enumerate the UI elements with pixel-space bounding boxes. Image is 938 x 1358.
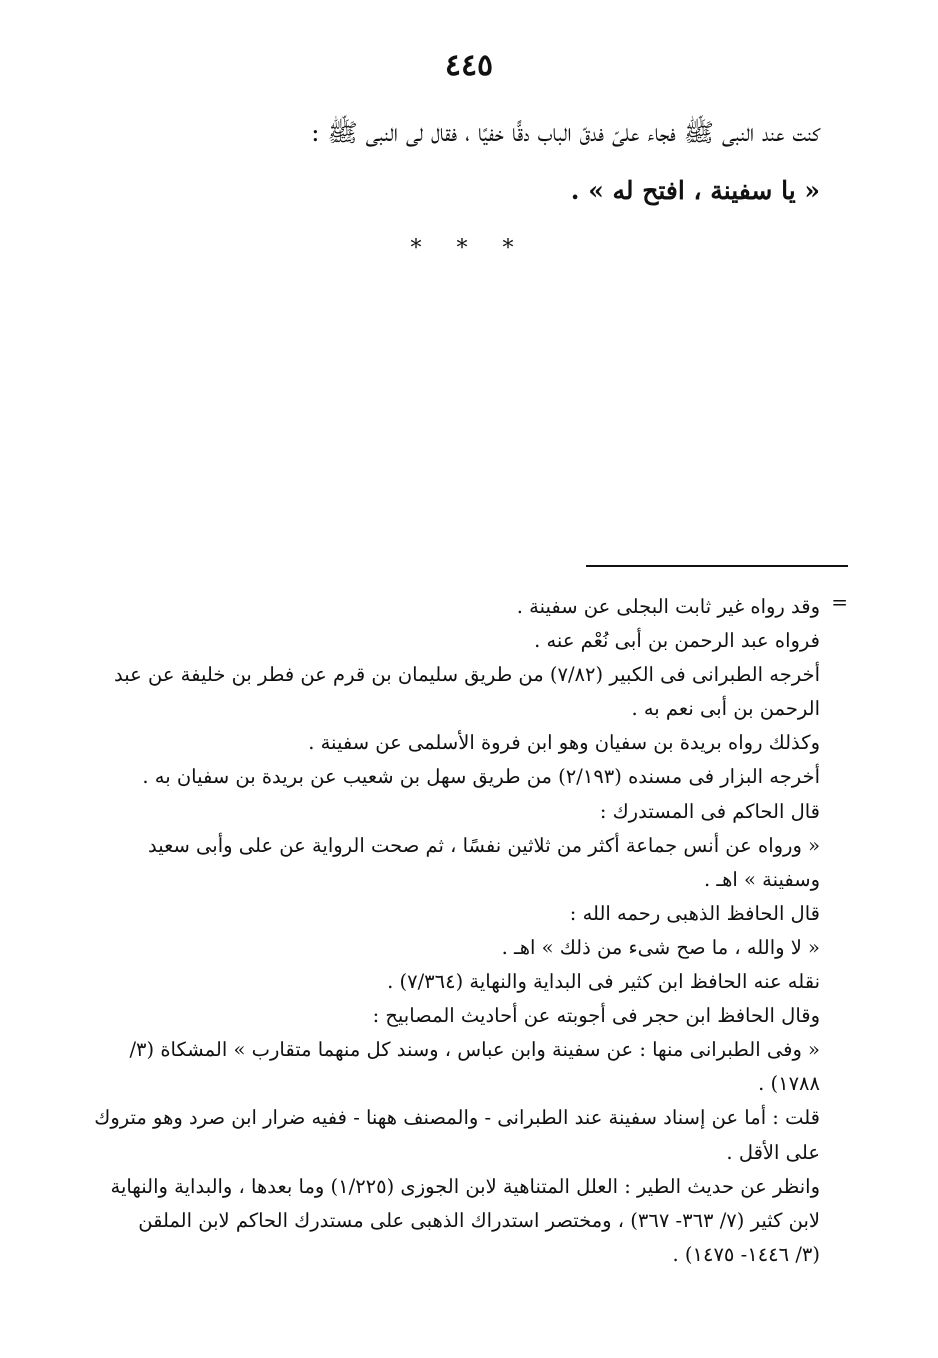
footnote-line: وسفينة » اهـ . [704,867,820,891]
footnote-continuation-marker: = [831,590,848,614]
footnote-line: فرواه عبد الرحمن بن أبى نُعْم عنه . [534,629,820,653]
footnote-line: قلت : أما عن إسناد سفينة عند الطبرانى - والمصنف ههنا - ففيه ضرار ابن صرد وهو متروك [94,1106,820,1130]
footnote-line: أخرجه البزار فى مسنده (٢/١٩٣) من طريق سهل بن شعيب عن بريدة بن سفيان به . [142,765,820,789]
page-number: ٤٤٥ [444,48,494,83]
footnote-line: على الأقل . [726,1140,820,1164]
footnote-line: « وفى الطبرانى منها : عن سفينة وابن عباس ، وسند كل منهما متقارب » المشكاة (٣/ [129,1038,820,1062]
main-text-line: كنت عند النبى ﷺ فجاء علىّ فدقّ الباب دقًّا خفيًا ، فقال لى النبى ﷺ : [311,118,820,147]
footnote-line: ١٧٨٨) . [758,1072,820,1096]
footnote-line: الرحمن بن أبى نعم به . [631,697,820,721]
footnote-line: قال الحاكم فى المستدرك : [599,799,820,823]
footnote-line: لابن كثير (٧/ ٣٦٣- ٣٦٧) ، ومختصر استدراك الذهبى على مستدرك الحاكم لابن الملقن [138,1208,820,1232]
main-text-quote-line: « يا سفينة ، افتح له » . [570,176,820,205]
section-separator: * * * [410,236,528,261]
footnote-line: أخرجه الطبرانى فى الكبير (٧/٨٢) من طريق سليمان بن قرم عن فطر بن خليفة عن عبد [114,663,820,687]
footnote-line: نقله عنه الحافظ ابن كثير فى البداية والنهاية (٧/٣٦٤) . [387,970,820,994]
footnotes [82,590,820,1272]
footnote-line: وكذلك رواه بريدة بن سفيان وهو ابن فروة الأسلمى عن سفينة . [308,731,820,755]
footnote-line: وانظر عن حديث الطير : العلل المتناهية لابن الجوزى (١/٢٢٥) وما بعدها ، والبداية والنهاية [110,1174,820,1198]
footnote-line: قال الحافظ الذهبى رحمه الله : [569,901,820,925]
main-text [100,104,820,220]
footnote-line: (٣/ ١٤٤٦- ١٤٧٥) . [672,1242,820,1266]
footnote-line: « لا والله ، ما صح شىء من ذلك » اهـ . [501,935,820,959]
footnote-line: وقد رواه غير ثابت البجلى عن سفينة . [516,595,820,618]
footnote-line: وقال الحافظ ابن حجر فى أجوبته عن أحاديث المصابيح : [372,1004,820,1028]
footnote-line: « ورواه عن أنس جماعة أكثر من ثلاثين نفسًا ، ثم صحت الرواية عن على وأبى سعيد [147,833,820,857]
footnote-divider [586,565,848,567]
